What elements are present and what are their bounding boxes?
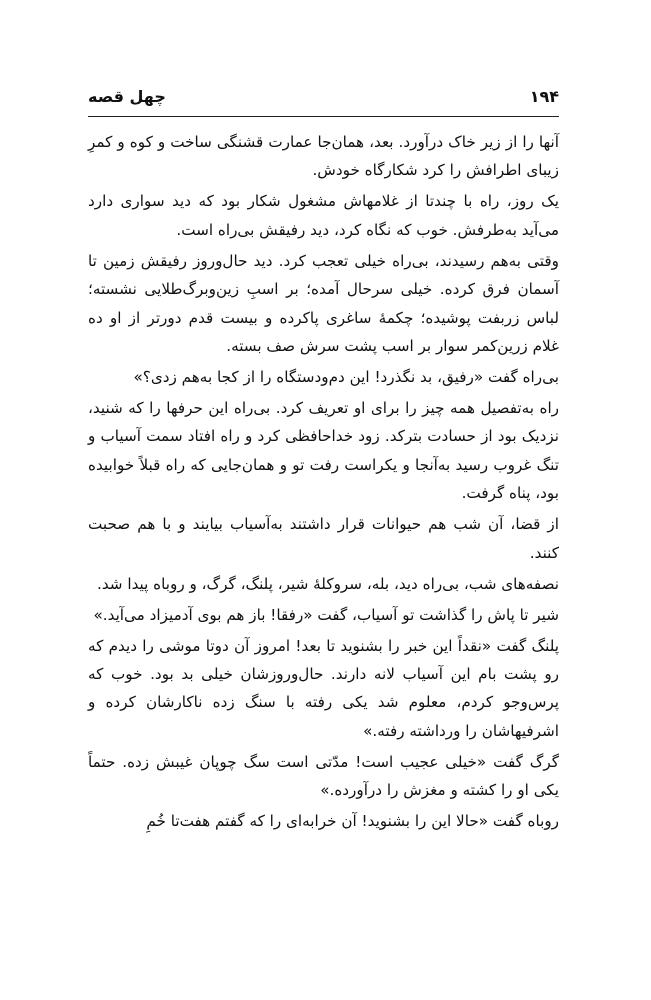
paragraph: بی‌راه گفت «رفیق، بد نگذرد! این دم‌ودستگاه را از کجا به‌هم زدی؟» <box>133 368 559 387</box>
paragraph: شیر تا پاش را گذاشت تو آسیاب، گفت «رفقا! باز هم بوی آدمیزاد می‌آید.» <box>93 605 559 624</box>
book-title: چهل قصه <box>88 87 166 106</box>
paragraph: از قضا، آن شب هم حیوانات قرار داشتند به‌آسیاب بیایند و با هم صحبت کنند. <box>88 515 559 562</box>
paragraph: یک روز، راه با چندتا از غلامهاش مشغول شکار بود که دید سواری دارد می‌آید به‌طرفش. خوب که نگاه کرد، دید رفیقش بی‌راه است. <box>88 192 559 239</box>
page-number: ۱۹۴ <box>529 87 559 106</box>
paragraph: روباه گفت «حالا این را بشنوید! آن خرابه‌ای را که گفتم هفت‌تا خُمِ <box>146 812 559 831</box>
paragraph: آنها را از زیر خاک درآورد. بعد، همان‌جا عمارت قشنگی ساخت و کوه و کمرِ زیبای اطرافش را کرد شکارگاه خودش. <box>88 133 559 180</box>
body-text <box>88 128 559 838</box>
paragraph: راه به‌تفصیل همه چیز را برای او تعریف کرد. بی‌راه این حرفها را که شنید، نزدیک بود از حسادت بترکد. زود خداحافظی کرد و راه افتاد سمت آسیاب و تنگ غروب رسید به‌آنجا و یکراست رفت تو و همان‌جایی که راه قبلاً خوابیده بود، پناه گرفت. <box>88 399 559 503</box>
paragraph: وقتی به‌هم رسیدند، بی‌راه خیلی تعجب کرد. دید حال‌وروز رفیقش زمین تا آسمان فرق کرده. خیلی سرحال آمده؛ بر اسبِ زین‌وبرگ‌طلایی نشسته؛ لباس زربفت پوشیده؛ چکمهٔ ساغری پاکرده و بیست قدم دورتر از او ده غلام زرین‌کمر سوار بر اسب پشت سرش صف بسته. <box>88 251 559 356</box>
running-header <box>88 86 559 108</box>
paragraph: گرگ گفت «خیلی عجیب است! مدّتی است سگ چوپان غیبش زده. حتماً یکی او را کشته و مغزش را درآورده.» <box>88 752 559 800</box>
paragraph: پلنگ گفت «نقداً این خبر را بشنوید تا بعد! امروز آن دوتا موشی را دیدم که رو پشت بام این آسیاب لانه دارند. حال‌وروزشان خیلی بد بود. خوب که پرس‌وجو کردم، معلوم شد یکی رفته با سنگ زده ناکارشان کرده و اشرفیهاشان را ورداشته رفته.» <box>88 636 559 740</box>
paragraph: نصفه‌های شب، بی‌راه دید، بله، سروکلهٔ شیر، پلنگ، گرگ، و روباه پیدا شد. <box>97 574 559 593</box>
header-divider <box>88 116 559 117</box>
